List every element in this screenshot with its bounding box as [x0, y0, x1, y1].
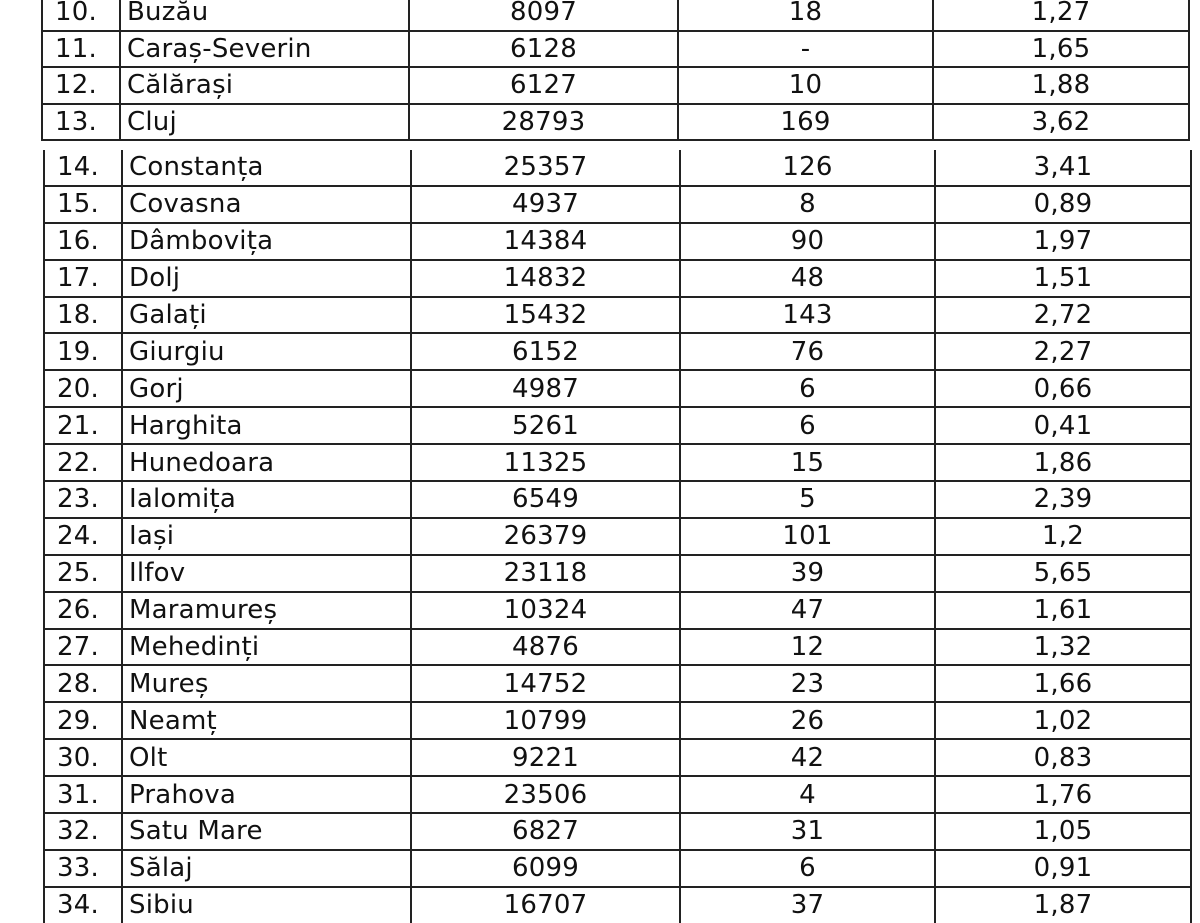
value-cell-a: 6152	[411, 333, 680, 370]
value-cell-a: 6099	[411, 850, 680, 887]
row-number-cell: 31.	[44, 776, 122, 813]
value-cell-c: 1,02	[935, 702, 1191, 739]
row-number-cell: 19.	[44, 333, 122, 370]
value-cell-a: 10799	[411, 702, 680, 739]
value-cell-a: 11325	[411, 444, 680, 481]
value-cell-c: 1,05	[935, 813, 1191, 850]
table-row	[42, 104, 1189, 141]
value-cell-c: 1,2	[935, 518, 1191, 555]
value-cell-a: 23506	[411, 776, 680, 813]
county-name-cell: Sălaj	[122, 850, 411, 887]
value-cell-b: 6	[680, 407, 935, 444]
value-cell-c: 2,39	[935, 481, 1191, 518]
value-cell-b: 26	[680, 702, 935, 739]
value-cell-c: 2,72	[935, 297, 1191, 334]
county-name-cell: Cluj	[120, 104, 409, 141]
table-row	[44, 592, 1191, 629]
value-cell-a: 6127	[409, 67, 678, 104]
value-cell-a: 6128	[409, 31, 678, 68]
table-row	[44, 333, 1191, 370]
row-number-cell: 32.	[44, 813, 122, 850]
row-number-cell: 11.	[42, 31, 120, 68]
row-number-cell: 25.	[44, 555, 122, 592]
value-cell-b: 6	[680, 370, 935, 407]
row-number-cell: 20.	[44, 370, 122, 407]
value-cell-b: 169	[678, 104, 933, 141]
value-cell-c: 0,83	[935, 739, 1191, 776]
value-cell-c: 3,41	[935, 150, 1191, 186]
county-table-main	[43, 150, 1192, 923]
value-cell-b: 18	[678, 0, 933, 31]
value-cell-a: 9221	[411, 739, 680, 776]
value-cell-a: 14384	[411, 223, 680, 260]
table-row	[44, 665, 1191, 702]
row-number-cell: 10.	[42, 0, 120, 31]
table-row	[44, 481, 1191, 518]
value-cell-b: 126	[680, 150, 935, 186]
county-name-cell: Galați	[122, 297, 411, 334]
value-cell-a: 23118	[411, 555, 680, 592]
county-name-cell: Călărași	[120, 67, 409, 104]
row-number-cell: 21.	[44, 407, 122, 444]
value-cell-a: 14752	[411, 665, 680, 702]
county-name-cell: Hunedoara	[122, 444, 411, 481]
value-cell-a: 15432	[411, 297, 680, 334]
table-main-body	[44, 150, 1191, 923]
county-name-cell: Harghita	[122, 407, 411, 444]
county-name-cell: Neamț	[122, 702, 411, 739]
value-cell-b: 37	[680, 887, 935, 923]
value-cell-c: 2,27	[935, 333, 1191, 370]
county-name-cell: Mehedinți	[122, 629, 411, 666]
county-name-cell: Dâmbovița	[122, 223, 411, 260]
row-number-cell: 30.	[44, 739, 122, 776]
table-row	[44, 739, 1191, 776]
row-number-cell: 14.	[44, 150, 122, 186]
row-number-cell: 33.	[44, 850, 122, 887]
county-name-cell: Covasna	[122, 186, 411, 223]
value-cell-c: 3,62	[933, 104, 1189, 141]
county-name-cell: Gorj	[122, 370, 411, 407]
row-number-cell: 34.	[44, 887, 122, 923]
value-cell-a: 4987	[411, 370, 680, 407]
value-cell-a: 25357	[411, 150, 680, 186]
table-row	[42, 31, 1189, 68]
value-cell-b: -	[678, 31, 933, 68]
value-cell-c: 1,66	[935, 665, 1191, 702]
county-name-cell: Caraș-Severin	[120, 31, 409, 68]
value-cell-c: 1,51	[935, 260, 1191, 297]
county-name-cell: Iași	[122, 518, 411, 555]
value-cell-c: 1,61	[935, 592, 1191, 629]
table-row	[44, 518, 1191, 555]
table-row	[42, 0, 1189, 31]
row-number-cell: 17.	[44, 260, 122, 297]
value-cell-a: 6827	[411, 813, 680, 850]
county-name-cell: Buzău	[120, 0, 409, 31]
value-cell-a: 14832	[411, 260, 680, 297]
row-number-cell: 18.	[44, 297, 122, 334]
row-number-cell: 15.	[44, 186, 122, 223]
value-cell-a: 16707	[411, 887, 680, 923]
value-cell-a: 4876	[411, 629, 680, 666]
county-name-cell: Olt	[122, 739, 411, 776]
county-name-cell: Mureș	[122, 665, 411, 702]
row-number-cell: 22.	[44, 444, 122, 481]
value-cell-c: 1,88	[933, 67, 1189, 104]
value-cell-b: 10	[678, 67, 933, 104]
value-cell-c: 0,41	[935, 407, 1191, 444]
table-row	[44, 186, 1191, 223]
value-cell-a: 6549	[411, 481, 680, 518]
table-row	[44, 629, 1191, 666]
table-row	[44, 850, 1191, 887]
row-number-cell: 28.	[44, 665, 122, 702]
value-cell-a: 4937	[411, 186, 680, 223]
county-name-cell: Satu Mare	[122, 813, 411, 850]
value-cell-b: 23	[680, 665, 935, 702]
table-top-body	[42, 0, 1189, 140]
county-name-cell: Constanța	[122, 150, 411, 186]
county-name-cell: Dolj	[122, 260, 411, 297]
row-number-cell: 13.	[42, 104, 120, 141]
county-table-top	[41, 0, 1190, 141]
value-cell-b: 12	[680, 629, 935, 666]
row-number-cell: 27.	[44, 629, 122, 666]
value-cell-a: 28793	[409, 104, 678, 141]
value-cell-b: 42	[680, 739, 935, 776]
row-number-cell: 16.	[44, 223, 122, 260]
county-name-cell: Ialomița	[122, 481, 411, 518]
value-cell-b: 4	[680, 776, 935, 813]
county-name-cell: Sibiu	[122, 887, 411, 923]
value-cell-a: 5261	[411, 407, 680, 444]
value-cell-b: 90	[680, 223, 935, 260]
table-row	[44, 702, 1191, 739]
row-number-cell: 29.	[44, 702, 122, 739]
table-row	[44, 887, 1191, 923]
table-row	[42, 67, 1189, 104]
value-cell-c: 0,66	[935, 370, 1191, 407]
row-number-cell: 23.	[44, 481, 122, 518]
value-cell-c: 1,32	[935, 629, 1191, 666]
value-cell-a: 10324	[411, 592, 680, 629]
value-cell-b: 143	[680, 297, 935, 334]
table-row	[44, 813, 1191, 850]
row-number-cell: 26.	[44, 592, 122, 629]
value-cell-b: 31	[680, 813, 935, 850]
value-cell-c: 0,91	[935, 850, 1191, 887]
value-cell-b: 39	[680, 555, 935, 592]
table-row	[44, 223, 1191, 260]
table-row	[44, 150, 1191, 186]
value-cell-b: 47	[680, 592, 935, 629]
table-row	[44, 444, 1191, 481]
value-cell-b: 8	[680, 186, 935, 223]
value-cell-b: 76	[680, 333, 935, 370]
table-row	[44, 260, 1191, 297]
value-cell-c: 1,87	[935, 887, 1191, 923]
table-row	[44, 297, 1191, 334]
value-cell-c: 0,89	[935, 186, 1191, 223]
row-number-cell: 24.	[44, 518, 122, 555]
table-row	[44, 407, 1191, 444]
value-cell-c: 1,97	[935, 223, 1191, 260]
table-row	[44, 776, 1191, 813]
table-row	[44, 555, 1191, 592]
value-cell-a: 26379	[411, 518, 680, 555]
value-cell-b: 15	[680, 444, 935, 481]
row-number-cell: 12.	[42, 67, 120, 104]
county-name-cell: Giurgiu	[122, 333, 411, 370]
county-name-cell: Prahova	[122, 776, 411, 813]
value-cell-a: 8097	[409, 0, 678, 31]
value-cell-b: 101	[680, 518, 935, 555]
value-cell-c: 1,76	[935, 776, 1191, 813]
value-cell-c: 1,65	[933, 31, 1189, 68]
value-cell-b: 48	[680, 260, 935, 297]
value-cell-c: 5,65	[935, 555, 1191, 592]
county-name-cell: Ilfov	[122, 555, 411, 592]
value-cell-b: 6	[680, 850, 935, 887]
value-cell-b: 5	[680, 481, 935, 518]
table-row	[44, 370, 1191, 407]
value-cell-c: 1,27	[933, 0, 1189, 31]
county-name-cell: Maramureș	[122, 592, 411, 629]
value-cell-c: 1,86	[935, 444, 1191, 481]
